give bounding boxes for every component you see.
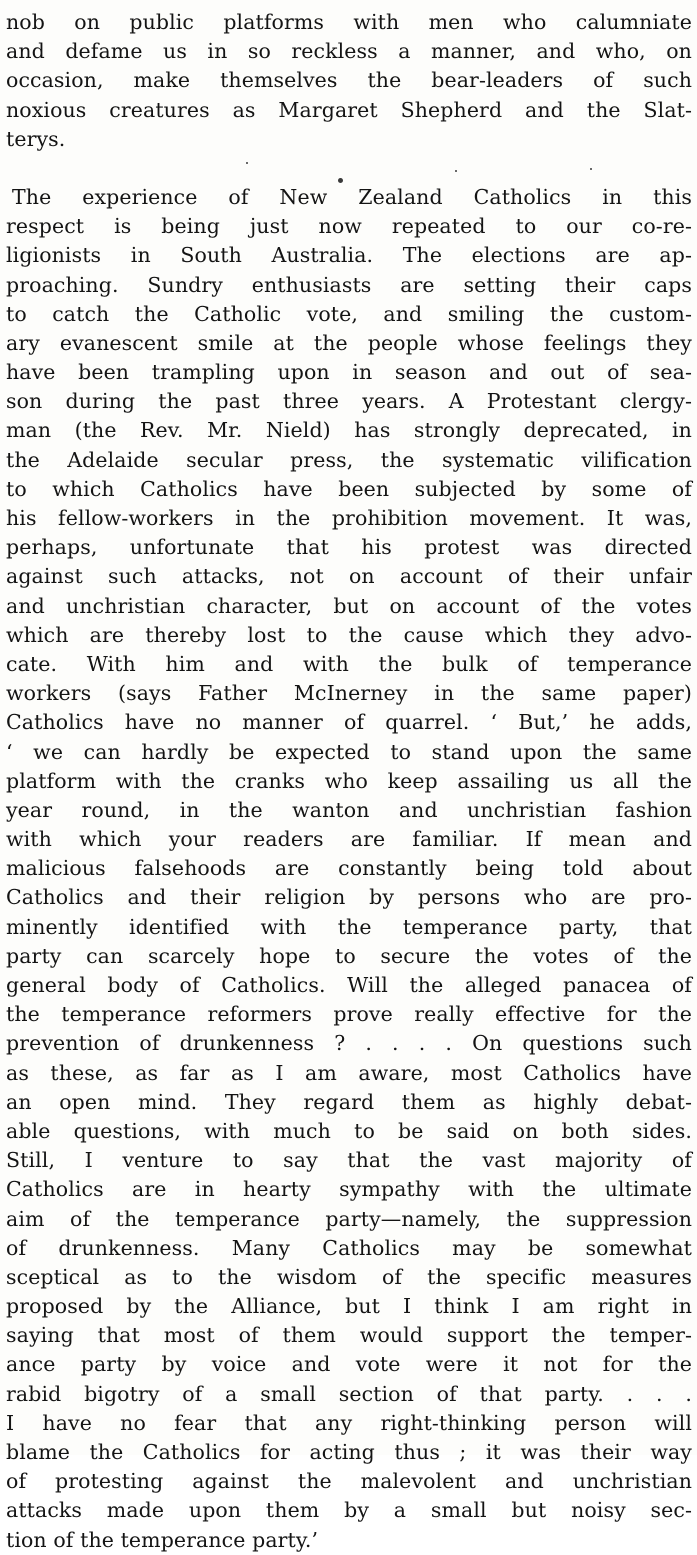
text-line: prevention of drunkenness ? . . . . On questions such [6, 1031, 692, 1056]
text-line: sceptical as to the wisdom of the specific measures [6, 1264, 692, 1289]
print-speck [246, 162, 248, 164]
text-line: an open mind. They regard them as highly debat- [6, 1089, 692, 1114]
text-line: son during the past three years. A Protestant clergy- [6, 389, 692, 414]
text-line: blame the Catholics for acting thus ; it was their way [6, 1440, 692, 1464]
text-line: malicious falsehoods are constantly being told about [6, 856, 692, 881]
text-line: The experience of New Zealand Catholics in this [12, 184, 692, 209]
paragraph [6, 183, 692, 1555]
article-column [6, 8, 692, 1555]
text-line: ‘ we can hardly be expected to stand upon the same [6, 739, 692, 764]
text-line: tion of the temperance party.’ [6, 1527, 319, 1552]
text-line: party can scarcely hope to secure the votes of the [6, 943, 692, 968]
text-line: of drunkenness. Many Catholics may be somewhat [6, 1235, 692, 1260]
text-line: able questions, with much to be said on both sides. [6, 1118, 692, 1143]
text-line: proaching. Sundry enthusiasts are setting their caps [6, 272, 692, 297]
text-line: Catholics and their religion by persons who are pro- [6, 885, 692, 910]
text-line: ary evanescent smile at the people whose feelings they [6, 330, 692, 355]
text-line: Catholics have no manner of quarrel. ‘ But,’ he adds, [6, 710, 692, 735]
text-line: occasion, make themselves the bear-leaders of such [6, 68, 692, 93]
text-line: as these, as far as I am aware, most Catholics have [6, 1060, 692, 1085]
text-line: rabid bigotry of a small section of that party. . . . [6, 1381, 692, 1406]
print-speck [455, 170, 457, 172]
text-line: his fellow-workers in the prohibition movement. It was, [6, 506, 692, 530]
text-line: noxious creatures as Margaret Shepherd and the Slat- [6, 97, 692, 122]
text-line: man (the Rev. Mr. Nield) has strongly deprecated, in [6, 418, 692, 443]
text-line: and unchristian character, but on account of the votes [6, 593, 692, 618]
text-line: and defame us in so reckless a manner, and who, on [6, 39, 692, 64]
text-line: have been trampling upon in season and out of sea- [6, 360, 692, 385]
text-line: year round, in the wanton and unchristian fashion [6, 797, 692, 822]
text-line: respect is being just now repeated to our co-re- [6, 214, 692, 239]
text-line: I have no fear that any right-thinking person will [6, 1410, 692, 1435]
text-line: Still, I venture to say that the vast majority of [6, 1148, 692, 1173]
text-line: perhaps, unfortunate that his protest was directed [6, 535, 692, 560]
text-line: proposed by the Alliance, but I think I am right in [6, 1294, 692, 1319]
text-line: workers (says Father McInerney in the same paper) [6, 681, 692, 706]
text-line: platform with the cranks who keep assailing us all the [6, 768, 692, 793]
print-speck [338, 178, 343, 183]
text-line: aim of the temperance party—namely, the suppression [6, 1206, 692, 1231]
text-line: nob on public platforms with men who calumniate [6, 10, 692, 34]
text-line: ligionists in South Australia. The elections are ap- [6, 243, 692, 268]
text-line: of protesting against the malevolent and unchristian [6, 1469, 692, 1494]
text-line: with which your readers are familiar. If mean and [6, 827, 692, 852]
text-line: attacks made upon them by a small but noisy sec- [6, 1498, 692, 1523]
text-line: minently identified with the temperance party, that [6, 914, 692, 939]
text-line: saying that most of them would support the temper- [6, 1323, 692, 1348]
text-line: terys. [6, 126, 66, 151]
paragraph [6, 8, 692, 154]
text-line: general body of Catholics. Will the alleged panacea of [6, 973, 692, 997]
text-line: to which Catholics have been subjected by some of [6, 476, 692, 501]
text-line: the temperance reformers prove really effective for the [6, 1002, 692, 1027]
text-line: against such attacks, not on account of their unfair [6, 564, 692, 589]
text-line: ance party by voice and vote were it not for the [6, 1352, 692, 1377]
text-line: which are thereby lost to the cause which they advo- [6, 622, 692, 647]
text-line: the Adelaide secular press, the systematic vilification [6, 447, 692, 472]
text-line: to catch the Catholic vote, and smiling the custom- [6, 301, 692, 326]
print-speck [590, 168, 592, 170]
text-line: Catholics are in hearty sympathy with the ultimate [6, 1177, 692, 1202]
text-line: cate. With him and with the bulk of temperance [6, 651, 692, 676]
